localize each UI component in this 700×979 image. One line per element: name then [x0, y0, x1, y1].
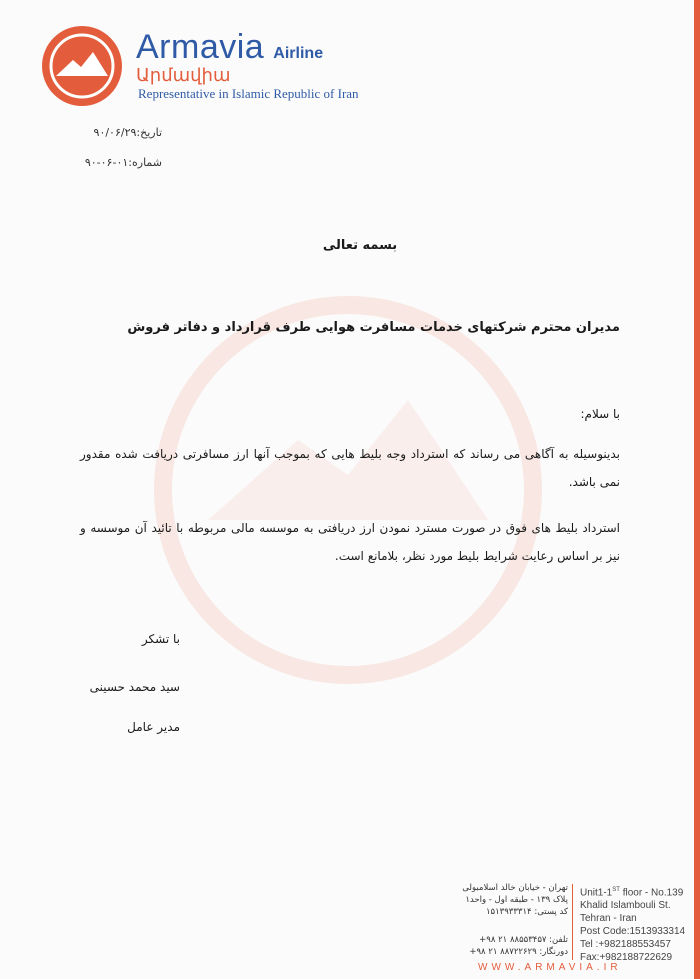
footer-website: WWW.ARMAVIA.IR — [478, 962, 622, 973]
footer-en-ordinal: ST — [612, 887, 620, 893]
brand-name: Armavia — [136, 28, 265, 66]
brand-suffix: Airline — [273, 45, 324, 62]
page-edge-stripe — [694, 0, 700, 979]
footer-en-floor: floor - No.139 — [619, 887, 684, 899]
brand-block — [136, 30, 323, 86]
footer-en-line-5: Tel :+982188553457 — [580, 939, 671, 951]
signatory-name: سید محمد حسینی — [89, 680, 180, 694]
brand-armenian: Արմավիա — [136, 65, 231, 86]
footer-divider — [572, 884, 573, 960]
footer-en-line-4: Post Code:1513933314 — [580, 926, 686, 938]
footer-persian-phones — [458, 934, 568, 958]
footer-fa-postcode: کد پستی: ۱۵۱۳۹۳۳۳۱۴ — [485, 907, 568, 917]
footer-en-line-2: Khalid Islambouli St. — [580, 900, 671, 912]
letter-number: شماره:۰۱-۰۶-۹۰ — [84, 156, 162, 169]
letter-date: تاریخ:۹۰/۰۶/۲۹ — [93, 126, 162, 139]
addressee-heading: مدیران محترم شرکتهای خدمات مسافرت هوایی طرف قرارداد و دفاتر فروش — [127, 320, 620, 335]
footer-english-address — [580, 884, 685, 964]
footer-en-unit: Unit1-1 — [580, 887, 613, 899]
footer-en-line-6: Fax:+982188722629 — [580, 952, 673, 964]
footer-persian-address — [458, 882, 568, 918]
greeting: با سلام: — [580, 407, 620, 421]
body-paragraph-1: بدینوسیله به آگاهی می رساند که استرداد وجه بلیط هایی که بموجب آنها ارز مسافرتی دریافت شده مقدور نمی باشد. — [80, 447, 620, 489]
footer-en-line-3: Tehran - Iran — [580, 913, 637, 925]
invocation-heading: بسمه تعالی — [322, 238, 398, 253]
footer-en-line-1 — [580, 884, 685, 899]
signatory-title: مدیر عامل — [127, 720, 180, 734]
closing: با تشکر — [141, 632, 180, 646]
body-paragraph-2: استرداد بلیط های فوق در صورت مسترد نمودن ارز دریافتی به موسسه مالی مربوطه با تائید آن موسسه و نیز بر اساس رعایت شرایط بلیط مورد نظر، بلامانع است. — [80, 521, 620, 563]
footer-fa-address-2: پلاک ۱۳۹ - طبقه اول - واحد۱ — [465, 895, 568, 905]
footer-fa-tel: تلفن: ۸۸۵۵۳۴۵۷ ۲۱ ۹۸+ — [479, 935, 568, 945]
footer-fa-fax: دورنگار: ۸۸۷۲۲۶۲۹ ۲۱ ۹۸+ — [469, 947, 568, 957]
representative-line: Representative in Islamic Republic of Iran — [138, 86, 359, 101]
armavia-logo-icon — [40, 24, 124, 108]
footer-fa-address-1: تهران - خیابان خالد اسلامبولی — [462, 883, 568, 893]
